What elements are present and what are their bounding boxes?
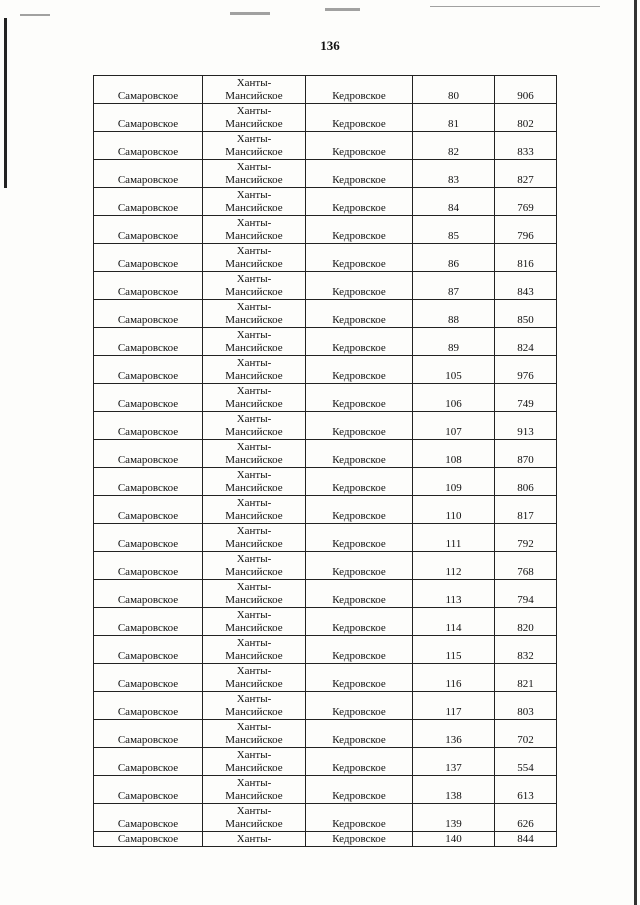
table-row: [94, 608, 557, 636]
municipality-line1: Ханты-: [236, 469, 272, 481]
area-cell: 820: [495, 608, 557, 636]
district-cell: Самаровское: [94, 216, 203, 244]
quarter-cell: 117: [413, 692, 495, 720]
municipality-line2: Мансийское: [225, 314, 283, 326]
municipality-line1: Ханты-: [236, 497, 272, 509]
district-cell: Самаровское: [94, 244, 203, 272]
municipality-line2: Мансийское: [225, 706, 283, 718]
municipality-cell: [203, 776, 306, 804]
district-cell: Самаровское: [94, 636, 203, 664]
area-cell: 976: [495, 356, 557, 384]
forestry-cell: Кедровское: [306, 104, 413, 132]
table-row: [94, 580, 557, 608]
municipality-cell: [203, 496, 306, 524]
forestry-cell: Кедровское: [306, 608, 413, 636]
forestry-cell: Кедровское: [306, 160, 413, 188]
quarter-cell: 113: [413, 580, 495, 608]
area-cell: 821: [495, 664, 557, 692]
district-cell: Самаровское: [94, 692, 203, 720]
area-cell: 794: [495, 580, 557, 608]
municipality-line2: Мансийское: [225, 342, 283, 354]
scan-artifact: [230, 12, 270, 15]
forestry-cell: Кедровское: [306, 440, 413, 468]
quarter-cell: 88: [413, 300, 495, 328]
district-cell: Самаровское: [94, 664, 203, 692]
table-row: [94, 188, 557, 216]
table-row: [94, 440, 557, 468]
forestry-cell: Кедровское: [306, 496, 413, 524]
area-cell: 613: [495, 776, 557, 804]
municipality-cell: [203, 76, 306, 104]
municipality-cell: [203, 468, 306, 496]
forestry-cell: Кедровское: [306, 692, 413, 720]
area-cell: 844: [495, 832, 557, 847]
municipality-line1: Ханты-: [236, 525, 272, 537]
district-cell: Самаровское: [94, 608, 203, 636]
forestry-cell: Кедровское: [306, 216, 413, 244]
quarter-cell: 112: [413, 552, 495, 580]
district-cell: Самаровское: [94, 832, 203, 847]
area-cell: 817: [495, 496, 557, 524]
municipality-line2: Мансийское: [225, 538, 283, 550]
area-cell: 806: [495, 468, 557, 496]
municipality-line2: Мансийское: [225, 426, 283, 438]
table-row: [94, 832, 557, 847]
municipality-cell: [203, 552, 306, 580]
table-row: [94, 300, 557, 328]
municipality-line1: Ханты-: [236, 105, 272, 117]
municipality-line2: Мансийское: [225, 650, 283, 662]
municipality-cell: [203, 804, 306, 832]
area-cell: 816: [495, 244, 557, 272]
district-cell: Самаровское: [94, 328, 203, 356]
forestry-cell: Кедровское: [306, 356, 413, 384]
municipality-line2: Мансийское: [225, 370, 283, 382]
municipality-line1: Ханты-: [236, 805, 272, 817]
municipality-line1: Ханты-: [236, 217, 272, 229]
area-cell: 702: [495, 720, 557, 748]
district-cell: Самаровское: [94, 580, 203, 608]
quarter-cell: 116: [413, 664, 495, 692]
municipality-line1: Ханты-: [236, 245, 272, 257]
forestry-cell: Кедровское: [306, 244, 413, 272]
district-cell: Самаровское: [94, 720, 203, 748]
municipality-cell: [203, 636, 306, 664]
forestry-cell: Кедровское: [306, 776, 413, 804]
municipality-line1: Ханты-: [236, 273, 272, 285]
municipality-line1: Ханты-: [236, 637, 272, 649]
table-body: [94, 76, 557, 847]
quarter-cell: 107: [413, 412, 495, 440]
area-cell: 824: [495, 328, 557, 356]
forestry-cell: Кедровское: [306, 132, 413, 160]
municipality-cell: [203, 300, 306, 328]
municipality-cell: [203, 356, 306, 384]
quarter-cell: 111: [413, 524, 495, 552]
quarter-cell: 81: [413, 104, 495, 132]
municipality-line1: Ханты-: [236, 357, 272, 369]
district-cell: Самаровское: [94, 272, 203, 300]
area-cell: 792: [495, 524, 557, 552]
municipality-line1: Ханты-: [236, 161, 272, 173]
forest-quarters-table: [93, 75, 557, 847]
area-cell: 554: [495, 748, 557, 776]
municipality-line2: Мансийское: [225, 790, 283, 802]
municipality-line2: Мансийское: [225, 398, 283, 410]
quarter-cell: 82: [413, 132, 495, 160]
quarter-cell: 115: [413, 636, 495, 664]
scan-artifact: [20, 14, 50, 16]
municipality-cell: [203, 524, 306, 552]
forestry-cell: Кедровское: [306, 272, 413, 300]
municipality-line2: Мансийское: [225, 118, 283, 130]
forestry-cell: Кедровское: [306, 580, 413, 608]
municipality-cell: [203, 692, 306, 720]
forestry-cell: Кедровское: [306, 328, 413, 356]
municipality-line1: Ханты-: [236, 777, 272, 789]
district-cell: Самаровское: [94, 300, 203, 328]
quarter-cell: 80: [413, 76, 495, 104]
municipality-line1: Ханты-: [236, 441, 272, 453]
municipality-line2: Мансийское: [225, 90, 283, 102]
table-row: [94, 384, 557, 412]
municipality-cell: [203, 104, 306, 132]
area-cell: 843: [495, 272, 557, 300]
quarter-cell: 140: [413, 832, 495, 847]
page-number: 136: [320, 38, 340, 53]
municipality-cell: [203, 328, 306, 356]
area-cell: 832: [495, 636, 557, 664]
forestry-cell: Кедровское: [306, 804, 413, 832]
area-cell: 803: [495, 692, 557, 720]
municipality-line1: Ханты-: [236, 77, 272, 89]
district-cell: Самаровское: [94, 356, 203, 384]
scan-artifact: [325, 8, 360, 11]
quarter-cell: 86: [413, 244, 495, 272]
area-cell: 802: [495, 104, 557, 132]
forestry-cell: Кедровское: [306, 720, 413, 748]
district-cell: Самаровское: [94, 160, 203, 188]
area-cell: 827: [495, 160, 557, 188]
municipality-line1: Ханты-: [236, 721, 272, 733]
municipality-line2: Мансийское: [225, 762, 283, 774]
district-cell: Самаровское: [94, 440, 203, 468]
quarter-cell: 87: [413, 272, 495, 300]
scan-edge-right: [634, 0, 637, 905]
forestry-cell: Кедровское: [306, 76, 413, 104]
municipality-line2: Мансийское: [225, 678, 283, 690]
quarter-cell: 114: [413, 608, 495, 636]
district-cell: Самаровское: [94, 524, 203, 552]
municipality-cell: [203, 720, 306, 748]
quarter-cell: 137: [413, 748, 495, 776]
scan-artifact: [430, 6, 600, 7]
quarter-cell: 109: [413, 468, 495, 496]
quarter-cell: 136: [413, 720, 495, 748]
table-row: [94, 132, 557, 160]
quarter-cell: 139: [413, 804, 495, 832]
quarter-cell: 108: [413, 440, 495, 468]
municipality-line1: Ханты-: [236, 329, 272, 341]
municipality-line1: Ханты-: [236, 301, 272, 313]
municipality-line1: Ханты-: [236, 581, 272, 593]
municipality-line1: Ханты-: [236, 413, 272, 425]
table-row: [94, 160, 557, 188]
forestry-cell: Кедровское: [306, 300, 413, 328]
municipality-line2: Мансийское: [225, 174, 283, 186]
table-row: [94, 496, 557, 524]
forestry-cell: Кедровское: [306, 468, 413, 496]
municipality-cell: [203, 440, 306, 468]
quarter-cell: 110: [413, 496, 495, 524]
forestry-cell: Кедровское: [306, 412, 413, 440]
area-cell: 769: [495, 188, 557, 216]
table-row: [94, 720, 557, 748]
municipality-line1: Ханты-: [236, 553, 272, 565]
quarter-cell: 89: [413, 328, 495, 356]
district-cell: Самаровское: [94, 804, 203, 832]
table-row: [94, 216, 557, 244]
quarter-cell: 84: [413, 188, 495, 216]
table-row: [94, 272, 557, 300]
municipality-cell: [203, 244, 306, 272]
municipality-line1: Ханты-: [236, 693, 272, 705]
table-row: [94, 104, 557, 132]
quarter-cell: 85: [413, 216, 495, 244]
forestry-cell: Кедровское: [306, 636, 413, 664]
quarter-cell: 138: [413, 776, 495, 804]
municipality-line2: Мансийское: [225, 202, 283, 214]
forestry-cell: Кедровское: [306, 552, 413, 580]
municipality-cell: [203, 132, 306, 160]
district-cell: Самаровское: [94, 104, 203, 132]
district-cell: Самаровское: [94, 76, 203, 104]
area-cell: 768: [495, 552, 557, 580]
forestry-cell: Кедровское: [306, 832, 413, 847]
district-cell: Самаровское: [94, 468, 203, 496]
municipality-line2: Мансийское: [225, 594, 283, 606]
forestry-cell: Кедровское: [306, 524, 413, 552]
table-row: [94, 664, 557, 692]
table-row: [94, 412, 557, 440]
table-row: [94, 468, 557, 496]
district-cell: Самаровское: [94, 748, 203, 776]
area-cell: 749: [495, 384, 557, 412]
municipality-line2: Мансийское: [225, 566, 283, 578]
forestry-cell: Кедровское: [306, 188, 413, 216]
table-row: [94, 244, 557, 272]
municipality-line1: Ханты-: [236, 749, 272, 761]
municipality-cell: [203, 188, 306, 216]
table-row: [94, 692, 557, 720]
district-cell: Самаровское: [94, 412, 203, 440]
municipality-cell: [203, 580, 306, 608]
municipality-line2: Мансийское: [225, 818, 283, 830]
municipality-line1: Ханты-: [236, 385, 272, 397]
municipality-line1: Ханты-: [236, 665, 272, 677]
municipality-cell: [203, 384, 306, 412]
municipality-cell: [203, 160, 306, 188]
area-cell: 913: [495, 412, 557, 440]
area-cell: 796: [495, 216, 557, 244]
district-cell: Самаровское: [94, 552, 203, 580]
table-row: [94, 776, 557, 804]
table-row: [94, 552, 557, 580]
municipality-line2: Мансийское: [225, 734, 283, 746]
municipality-line2: Мансийское: [225, 510, 283, 522]
area-cell: 850: [495, 300, 557, 328]
municipality-line2: Мансийское: [225, 482, 283, 494]
district-cell: Самаровское: [94, 132, 203, 160]
area-cell: 906: [495, 76, 557, 104]
municipality-line2: Мансийское: [225, 258, 283, 270]
municipality-cell: [203, 412, 306, 440]
municipality-line1: Ханты-: [236, 609, 272, 621]
municipality-cell: [203, 748, 306, 776]
area-cell: 626: [495, 804, 557, 832]
municipality-line1: Ханты-: [236, 189, 272, 201]
table-row: [94, 804, 557, 832]
district-cell: Самаровское: [94, 384, 203, 412]
municipality-cell: Ханты-: [203, 832, 306, 847]
table-row: [94, 636, 557, 664]
forestry-cell: Кедровское: [306, 384, 413, 412]
municipality-line2: Мансийское: [225, 230, 283, 242]
forestry-cell: Кедровское: [306, 664, 413, 692]
municipality-line2: Мансийское: [225, 286, 283, 298]
municipality-line2: Мансийское: [225, 146, 283, 158]
forestry-cell: Кедровское: [306, 748, 413, 776]
municipality-line2: Мансийское: [225, 622, 283, 634]
municipality-cell: [203, 272, 306, 300]
area-cell: 870: [495, 440, 557, 468]
municipality-cell: [203, 664, 306, 692]
table-row: [94, 328, 557, 356]
municipality-line2: Мансийское: [225, 454, 283, 466]
quarter-cell: 105: [413, 356, 495, 384]
area-cell: 833: [495, 132, 557, 160]
quarter-cell: 106: [413, 384, 495, 412]
municipality-cell: [203, 608, 306, 636]
district-cell: Самаровское: [94, 496, 203, 524]
district-cell: Самаровское: [94, 776, 203, 804]
quarter-cell: 83: [413, 160, 495, 188]
municipality-line1: Ханты-: [236, 133, 272, 145]
table-row: [94, 524, 557, 552]
table-row: [94, 748, 557, 776]
table-row: [94, 356, 557, 384]
table-row: [94, 76, 557, 104]
municipality-cell: [203, 216, 306, 244]
district-cell: Самаровское: [94, 188, 203, 216]
